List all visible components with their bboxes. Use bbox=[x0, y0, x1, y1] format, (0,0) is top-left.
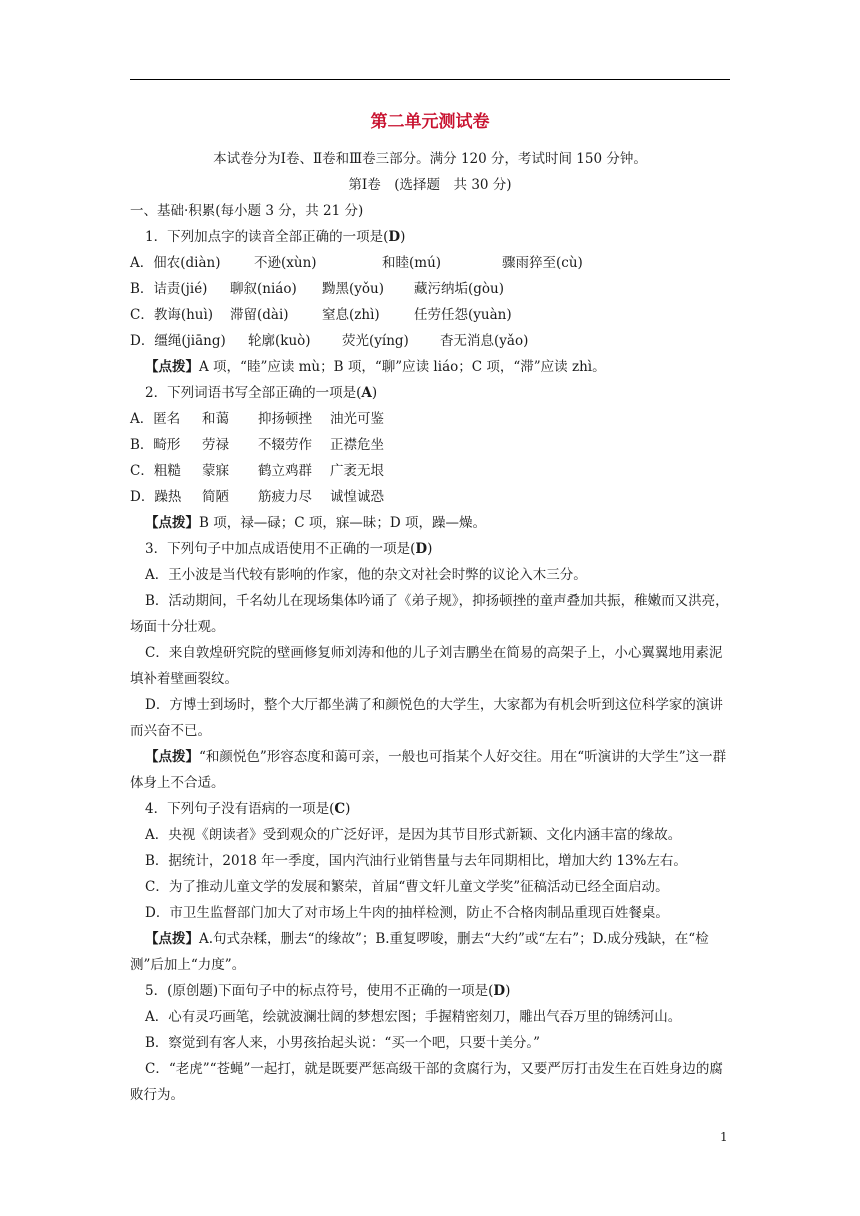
answer-4: C bbox=[334, 801, 346, 817]
question-2-option-c: C．粗糙 蒙寐 鹤立鸡群 广袤无垠 bbox=[130, 463, 384, 479]
question-2-option-b: B．畸形 劳禄 不辍劳作 正襟危坐 bbox=[130, 437, 384, 453]
answer-3: D bbox=[415, 541, 428, 557]
question-2-tip: 【点拨】B 项，禄—碌；C 项，寐—昧；D 项，躁—燥。 bbox=[145, 515, 486, 531]
question-2-option-d: D．躁热 简陋 筋疲力尽 诚惶诚恐 bbox=[130, 489, 384, 505]
header-rule bbox=[130, 79, 730, 80]
question-1-stem: 1．下列加点字的读音全部正确的一项是(D) bbox=[145, 229, 406, 245]
question-5-option-c: C．“老虎”“苍蝇”一起打，就是既要严惩高级干部的贪腐行为，又要严厉打击发生在百姓身边的腐败行为。 bbox=[130, 1061, 723, 1103]
question-4-option-a: A．央视《朗读者》受到观众的广泛好评，是因为其节目形式新颖、文化内涵丰富的缘故。 bbox=[145, 827, 682, 843]
question-3-option-d: D．方博士到场时，整个大厅都坐满了和颜悦色的大学生，大家都为有机会听到这位科学家的演讲而兴奋不已。 bbox=[130, 697, 723, 739]
question-5-option-a: A．心有灵巧画笔，绘就波澜壮阔的梦想宏图；手握精密刻刀，雕出气吞万里的锦绣河山。 bbox=[145, 1009, 682, 1025]
question-4-option-c: C．为了推动儿童文学的发展和繁荣，首届“曹文轩儿童文学奖”征稿活动已经全面启动。 bbox=[145, 879, 669, 895]
question-2-option-a: A．匿名 和蔼 抑扬顿挫 油光可鉴 bbox=[130, 411, 384, 427]
answer-2: A bbox=[361, 385, 372, 401]
exam-intro: 本试卷分为Ⅰ卷、Ⅱ卷和Ⅲ卷三部分。满分 120 分，考试时间 150 分钟。 bbox=[213, 151, 647, 167]
answer-1: D bbox=[388, 229, 401, 245]
question-3-option-c: C．来自敦煌研究院的壁画修复师刘涛和他的儿子刘吉鹏坐在简易的高架子上，小心翼翼地用素泥填补着壁画裂纹。 bbox=[130, 645, 723, 687]
question-1-option-c: C．教诲(huì) 滞留(dài) 窒息(zhì) 任劳任怨(yuàn) bbox=[130, 307, 512, 323]
section-heading: 一、基础·积累(每小题 3 分，共 21 分) bbox=[130, 203, 364, 219]
question-1-option-b: B．诘责(jié) 聊叙(niáo) 黝黑(yǒu) 藏污纳垢(gòu) bbox=[130, 281, 504, 297]
question-3-tip: 【点拨】“和颜悦色”形容态度和蔼可亲，一般也可指某个人好交往。用在“听演讲的大学生”这一群体身上不合适。 bbox=[130, 749, 727, 791]
volume-heading: 第Ⅰ卷 (选择题 共 30 分) bbox=[348, 177, 512, 193]
question-4-stem: 4．下列句子没有语病的一项是(C) bbox=[145, 801, 351, 817]
page-title: 第二单元测试卷 bbox=[370, 112, 490, 132]
question-5-stem: 5．(原创题)下面句子中的标点符号，使用不正确的一项是(D) bbox=[145, 983, 511, 999]
question-4-option-d: D．市卫生监督部门加大了对市场上牛肉的抽样检测，防止不合格肉制品重现百姓餐桌。 bbox=[145, 905, 669, 921]
question-1-option-d: D．缰绳(jiāng) 轮廓(kuò) 荧光(yíng) 杳无消息(yǎo) bbox=[130, 333, 529, 349]
question-5-option-b: B．察觉到有客人来，小男孩抬起头说：“买一个吧，只要十美分。” bbox=[145, 1035, 540, 1051]
question-1-tip: 【点拨】A 项，“睦”应读 mù；B 项，“聊”应读 liáo；C 项，“滞”应读 zhì。 bbox=[145, 359, 606, 375]
question-3-option-a: A．王小波是当代较有影响的作家，他的杂文对社会时弊的议论入木三分。 bbox=[145, 567, 587, 583]
page-number: 1 bbox=[720, 1130, 728, 1144]
question-1-option-a: A．佃农(diàn) 不逊(xùn) 和睦(mú) 骤雨猝至(cù) bbox=[130, 255, 583, 271]
question-2-stem: 2．下列词语书写全部正确的一项是(A) bbox=[145, 385, 378, 401]
question-3-stem: 3．下列句子中加点成语使用不正确的一项是(D) bbox=[145, 541, 433, 557]
question-4-tip: 【点拨】A.句式杂糅，删去“的缘故”；B.重复啰唆，删去“大约”或“左右”；D.成分残缺，在“检测”后加上“力度”。 bbox=[130, 931, 709, 973]
answer-5: D bbox=[493, 983, 506, 999]
question-3-option-b: B．活动期间，千名幼儿在现场集体吟诵了《弟子规》，抑扬顿挫的童声叠加共振，稚嫩而又洪亮，场面十分壮观。 bbox=[130, 593, 729, 635]
document-page bbox=[130, 112, 730, 1108]
question-4-option-b: B．据统计，2018 年一季度，国内汽油行业销售量与去年同期相比，增加大约 13%左右。 bbox=[145, 853, 687, 869]
